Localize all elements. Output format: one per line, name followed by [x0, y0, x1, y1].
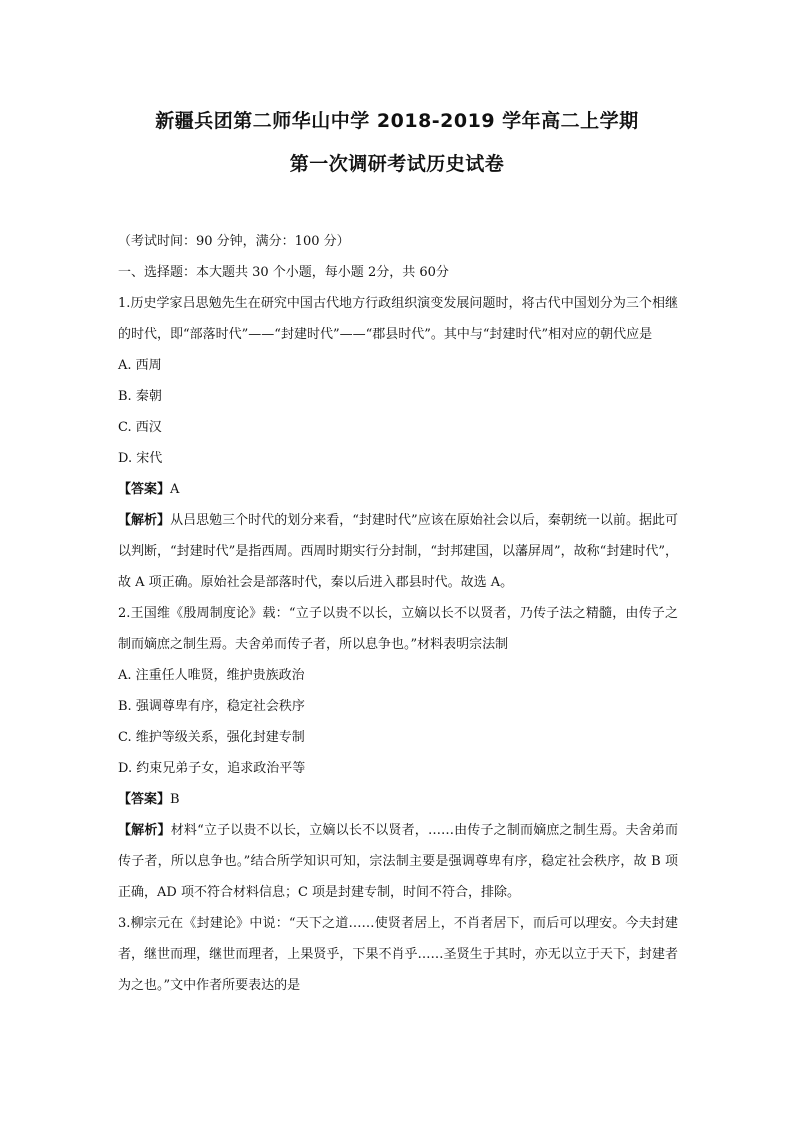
- option-d: D. 约束兄弟子女，追求政治平等: [118, 761, 306, 776]
- analysis-label: 【解析】: [118, 513, 171, 528]
- analysis-line: [118, 815, 678, 908]
- question-3: [118, 908, 678, 1001]
- question-2: [118, 598, 678, 908]
- option-a: A. 注重任人唯贤，维护贵族政治: [118, 668, 305, 683]
- analysis-text: 材料“立子以贵不以长，立嫡以长不以贤者，……由传子之制而嫡庶之制生焉。夫舍弟而传子者，所以息争也。”结合所学知识可知，宗法制主要是强调尊卑有序，稳定社会秩序，故 B 项正确，AD 项不符合材料信息；C 项是封建专制，时间不符合，排除。: [118, 823, 678, 900]
- answer-line: [118, 784, 678, 815]
- question-stem: 2.王国维《殷周制度论》载：“立子以贵不以长，立嫡以长不以贤者，乃传子法之精髓，由传子之制而嫡庶之制生焉。夫舍弟而传子者，所以息争也。”材料表明宗法制: [118, 606, 678, 652]
- question-stem: 1.历史学家吕思勉先生在研究中国古代地方行政组织演变发展问题时，将古代中国划分为三个相继的时代，即“部落时代”——“封建时代”——“郡县时代”。其中与“封建时代”相对应的朝代应是: [118, 296, 678, 342]
- question-stem: 3.柳宗元在《封建论》中说：“天下之道……使贤者居上，不肖者居下，而后可以理安。今夫封建者，继世而理，继世而理者，上果贤乎，下果不肖乎……圣贤生于其时，亦无以立于天下，封建者为之也。”文中作者所要表达的是: [118, 916, 678, 993]
- document-title-line1: 新疆兵团第二师华山中学 2018-2019 学年高二上学期: [155, 110, 639, 132]
- answer-label: 【答案】: [118, 482, 171, 497]
- analysis-label: 【解析】: [118, 823, 171, 838]
- answer-value: B: [170, 792, 180, 807]
- section-heading: 一、选择题：本大题共 30 个小题，每小题 2分，共 60分: [118, 265, 449, 280]
- option-c: C. 维护等级关系，强化封建专制: [118, 730, 305, 745]
- answer-line: [118, 474, 678, 505]
- answer-value: A: [170, 482, 180, 497]
- analysis-text: 从吕思勉三个时代的划分来看，“封建时代”应该在原始社会以后，秦朝统一以前。据此可以判断，“封建时代”是指西周。西周时期实行分封制，“封邦建国，以藩屏周”，故称“封建时代”，故 A 项正确。原始社会是部落时代，秦以后进入郡县时代。故选 A。: [118, 513, 678, 590]
- option-b: B. 秦朝: [118, 389, 162, 404]
- document-body: [118, 226, 678, 1001]
- question-1: [118, 288, 678, 598]
- option-c: C. 西汉: [118, 420, 162, 435]
- answer-label: 【答案】: [118, 792, 171, 807]
- document-title-line2: 第一次调研考试历史试卷: [289, 153, 505, 175]
- exam-info: （考试时间：90 分钟，满分：100 分）: [118, 234, 350, 249]
- option-a: A. 西周: [118, 358, 162, 373]
- option-b: B. 强调尊卑有序，稳定社会秩序: [118, 699, 305, 714]
- option-d: D. 宋代: [118, 451, 163, 466]
- analysis-line: [118, 505, 678, 598]
